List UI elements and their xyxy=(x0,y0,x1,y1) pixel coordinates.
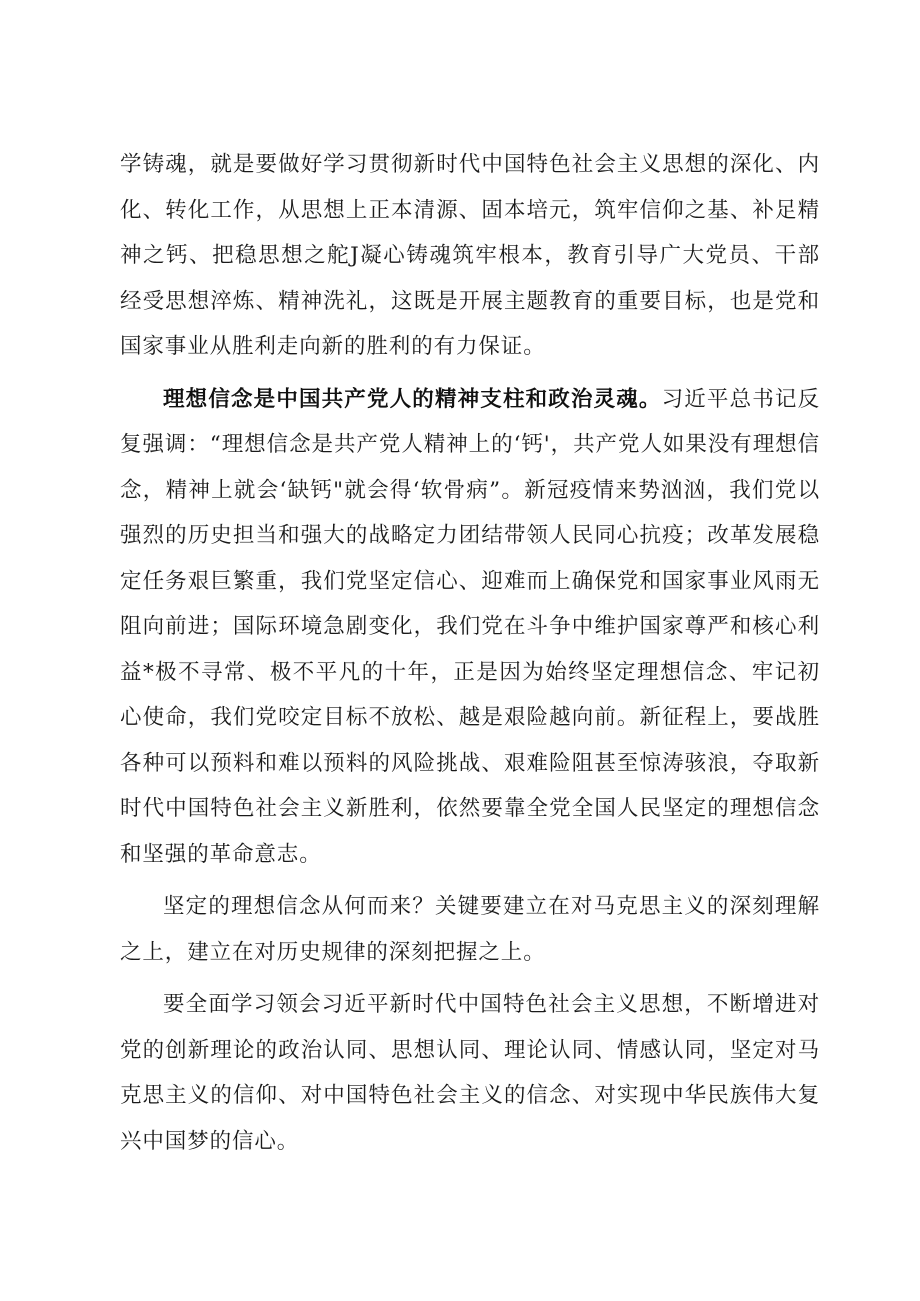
paragraph-text: 学铸魂，就是要做好学习贯彻新时代中国特色社会主义思想的深化、内化、转化工作，从思想上正本清源、固本培元，筑牢信仰之基、补足精神之钙、把稳思想之舵J凝心铸魂筑牢根本，教育引导广大党员、干部经受思想淬炼、精神洗礼，这既是开展主题教育的重要目标，也是党和国家事业从胜利走向新的胜利的有力保证。 xyxy=(120,152,820,359)
paragraph-text: 习近平总书记反复强调：“理想信念是共产党人精神上的‘钙'，共产党人如果没有理想信念，精神上就会‘缺钙"就会得‘软骨病”。新冠疫情来势汹汹，我们党以强烈的历史担当和强大的战略定力团结带领人民同心抗疫；改革发展稳定任务艰巨繁重，我们党坚定信心、迎难而上确保党和国家事业风雨无阻向前进；国际环境急剧变化，我们党在斗争中维护国家尊严和核心利益*极不寻常、极不平凡的十年，正是因为始终坚定理想信念、牢记初心使命，我们党咬定目标不放松、越是艰险越向前。新征程上，要战胜各种可以预料和难以预料的风险挑战、艰难险阻甚至惊涛骇浪，夺取新时代中国特色社会主义新胜利，依然要靠全党全国人民坚定的理想信念和坚强的革命意志。 xyxy=(120,386,820,867)
paragraph-origin-of-convictions xyxy=(120,884,820,975)
paragraph-continuation xyxy=(120,142,820,370)
document-body xyxy=(120,142,820,1171)
paragraph-text: 要全面学习领会习近平新时代中国特色社会主义思想，不断增进对党的创新理论的政治认同、思想认同、理论认同、情感认同，坚定对马克思主义的信仰、对中国特色社会主义的信念、对实现中华民族伟大复兴中国梦的信心。 xyxy=(120,992,820,1154)
paragraph-text: 坚定的理想信念从何而来？关键要建立在对马克思主义的深刻理解之上，建立在对历史规律的深刻把握之上。 xyxy=(120,894,820,965)
paragraph-ideals-and-convictions xyxy=(120,377,820,878)
paragraph-study-thought xyxy=(120,982,820,1164)
paragraph-bold-lead: 理想信念是中国共产党人的精神支柱和政治灵魂。 xyxy=(163,386,662,412)
